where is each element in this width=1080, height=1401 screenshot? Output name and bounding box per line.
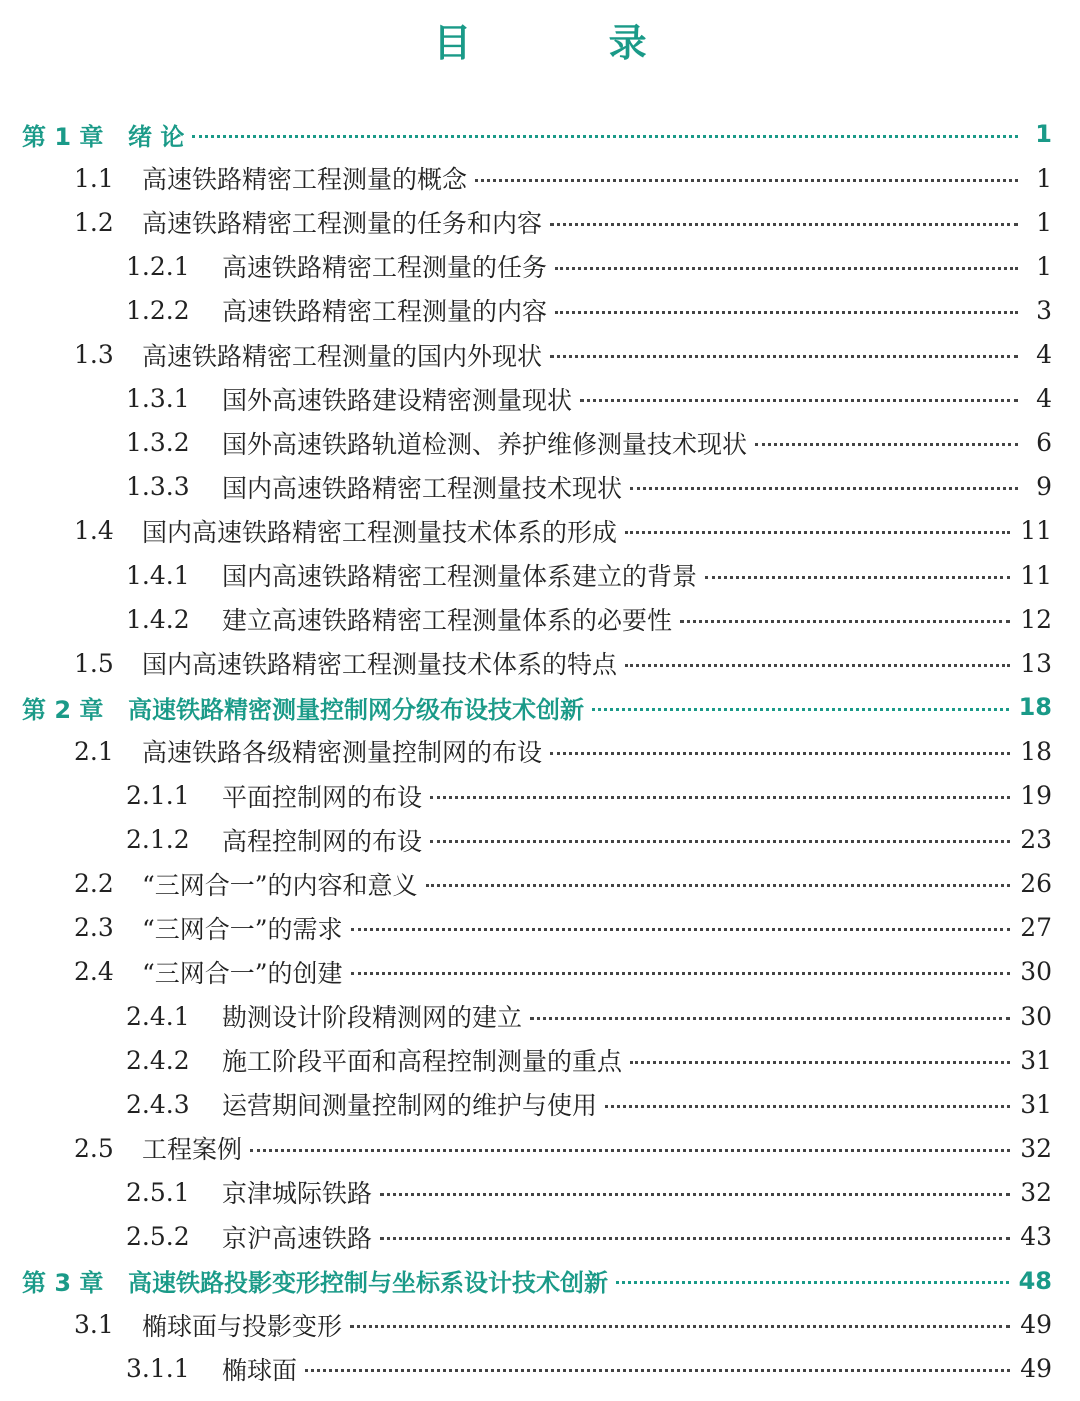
toc-entry-title: 高速铁路精密工程测量的国内外现状 [142,341,543,371]
toc-section[interactable] [74,950,1052,994]
toc-page-number: 11 [1020,560,1052,590]
toc-entry-title: 京津城际铁路 [222,1179,373,1209]
toc-section[interactable] [74,1126,1052,1170]
toc-entry-number: 2.2 [74,869,114,899]
toc-page-number: 26 [1020,869,1052,899]
toc-subsection[interactable] [126,553,1052,597]
toc-entry-number: 2.5.1 [126,1177,190,1207]
toc-entry-number: 1.3.3 [126,472,190,502]
dot-leader [380,1237,1010,1240]
toc-entry-number: 1.4.1 [126,560,190,590]
toc-page-number: 30 [1020,957,1052,987]
toc-entry-title: 工程案例 [142,1135,243,1165]
toc-entry-number: 1.4.2 [126,604,190,634]
toc-entry-title: 国外高速铁路建设精密测量现状 [222,385,573,415]
toc-page-number: 4 [1036,384,1052,414]
dot-leader [426,884,1011,887]
toc-section[interactable] [74,862,1052,906]
toc-page-number: 23 [1020,825,1052,855]
toc-entry-number: 1.2 [74,207,114,237]
toc-section[interactable] [74,906,1052,950]
toc-entry-title: 高程控制网的布设 [222,826,423,856]
toc-section[interactable] [74,333,1052,377]
toc-entry-number: 3.1.1 [126,1354,190,1384]
dot-leader [550,223,1018,226]
toc-section[interactable] [74,200,1052,244]
toc-entry-title: 椭球面 [222,1355,298,1385]
toc-entry-number: 1.3 [74,340,114,369]
toc-page-number: 43 [1020,1222,1052,1251]
dot-leader [430,796,1010,799]
toc-page-number: 30 [1020,1001,1052,1031]
toc-entry-number: 2.1 [74,736,114,766]
toc-entry-title: 国内高速铁路精密工程测量技术体系的特点 [142,650,618,680]
toc-page-number: 4 [1036,340,1052,369]
toc-entry-number: 2.1.1 [126,781,190,810]
toc-subsection[interactable] [126,1215,1052,1259]
dot-leader [555,267,1018,270]
dot-leader [351,972,1011,975]
toc-subsection[interactable] [126,465,1052,509]
toc-entry-title: 高速铁路精密工程测量的概念 [142,165,468,195]
toc-entry-number: 1.1 [74,163,114,193]
toc-section[interactable] [74,641,1052,685]
toc-subsection[interactable] [126,1170,1052,1214]
toc-subsection[interactable] [126,377,1052,421]
dot-leader [605,1105,1010,1108]
toc-entry-title: 运营期间测量控制网的维护与使用 [222,1091,598,1121]
toc-page-number: 31 [1020,1045,1052,1075]
toc-entry-title: 绪 论 [128,122,185,151]
toc-subsection[interactable] [126,818,1052,862]
dot-leader [592,708,1009,711]
dot-leader [351,928,1011,931]
dot-leader [705,576,1010,579]
toc-entry-title: 国内高速铁路精密工程测量体系建立的背景 [222,562,698,591]
toc-entry-title: 勘测设计阶段精测网的建立 [222,1003,523,1032]
toc-entry-title: 施工阶段平面和高程控制测量的重点 [222,1047,623,1077]
toc-entry-title: 京沪高速铁路 [222,1223,373,1253]
dot-leader [580,399,1018,402]
toc-subsection[interactable] [126,421,1052,465]
toc-entry-title: 高速铁路精密工程测量的任务 [222,253,548,283]
toc-entry-number: 1.2.2 [126,295,190,325]
toc-entry-number: 1.2.1 [126,251,190,281]
toc-page-number: 11 [1020,516,1052,546]
toc-entry-number: 2.4.3 [126,1089,190,1119]
toc-entry-number: 1.5 [74,648,114,678]
toc-page-number: 49 [1020,1354,1052,1384]
toc-page-number: 1 [1036,163,1052,193]
toc-entry-title: 国内高速铁路精密工程测量技术体系的形成 [142,517,618,547]
toc-entry-title: 建立高速铁路精密工程测量体系的必要性 [222,606,673,636]
toc-entry-title: 平面控制网的布设 [222,782,423,812]
toc-entry-number: 1.4 [74,516,114,546]
toc-entry-title: “三网合一”的内容和意义 [142,870,418,900]
toc-chapter[interactable] [22,685,1052,729]
dot-leader [625,531,1010,534]
toc-entry-number: 2.5.2 [126,1222,190,1251]
toc-section[interactable] [74,1303,1052,1347]
dot-leader [625,664,1010,667]
toc-entry-title: 高速铁路精密测量控制网分级布设技术创新 [128,695,584,724]
dot-leader [550,752,1010,755]
toc-subsection[interactable] [126,994,1052,1038]
toc-page-number: 1 [1036,207,1052,237]
dot-leader [530,1017,1010,1020]
toc-entry-number: 2.1.2 [126,825,190,855]
dot-leader [380,1193,1010,1196]
toc-entry-number: 2.4.2 [126,1045,190,1075]
toc-entry-title: “三网合一”的需求 [142,914,343,944]
toc-page-number: 13 [1020,648,1052,678]
toc-entry-number: 2.4.1 [126,1001,190,1031]
toc-entry-number: 第 2 章 [22,695,104,724]
toc-page-number: 18 [1018,693,1052,722]
toc-subsection[interactable] [126,244,1052,288]
toc-entry-number: 第 3 章 [22,1269,104,1298]
dot-leader [555,311,1018,314]
toc-page-number: 31 [1020,1089,1052,1119]
toc-page-number: 12 [1020,604,1052,634]
toc-entry-title: 高速铁路精密工程测量的内容 [222,297,548,327]
dot-leader [616,1281,1009,1284]
toc-page-number: 18 [1020,736,1052,766]
toc-entry-title: 国内高速铁路精密工程测量技术现状 [222,473,623,503]
toc-page-number: 6 [1036,428,1052,458]
toc-entry-number: 1.3.1 [126,384,190,414]
toc-chapter[interactable] [22,112,1052,156]
toc-page-number: 27 [1020,913,1052,943]
toc-page-number: 19 [1020,781,1052,810]
toc-entry-number: 第 1 章 [22,122,104,151]
dot-leader [250,1149,1010,1152]
toc-page-number: 32 [1020,1177,1052,1207]
toc-entry-title: “三网合一”的创建 [142,958,343,988]
toc-subsection[interactable] [126,774,1052,818]
toc-section[interactable] [74,156,1052,200]
toc-chapter[interactable] [22,1259,1052,1303]
dot-leader [430,840,1010,843]
dot-leader [680,620,1010,623]
dot-leader [630,487,1018,490]
toc-entry-title: 高速铁路投影变形控制与坐标系设计技术创新 [128,1269,608,1298]
toc-entry-number: 1.3.2 [126,428,190,458]
toc-entry-number: 3.1 [74,1310,114,1340]
toc-entry-title: 高速铁路精密工程测量的任务和内容 [142,209,543,239]
toc-page-number: 1 [1035,120,1052,148]
dot-leader [305,1369,1010,1372]
dot-leader [350,1325,1010,1328]
toc-page-number: 1 [1036,251,1052,281]
toc-entry-number: 2.4 [74,957,114,987]
toc-entry-number: 2.5 [74,1133,114,1163]
toc-subsection[interactable] [126,597,1052,641]
dot-leader [475,179,1018,182]
page-title: 目 录 [433,21,709,65]
toc-page-number: 9 [1036,472,1052,502]
toc-entry-title: 椭球面与投影变形 [142,1311,343,1341]
toc-subsection[interactable] [126,1038,1052,1082]
toc-page-number: 49 [1020,1310,1052,1340]
dot-leader [755,443,1018,446]
toc-page-number: 48 [1018,1266,1052,1295]
toc-entry-title: 高速铁路各级精密测量控制网的布设 [142,738,543,768]
toc-page-number: 3 [1036,295,1052,325]
toc-entry-title: 国外高速铁路轨道检测、养护维修测量技术现状 [222,429,748,459]
toc-section[interactable] [74,509,1052,553]
toc-entry-number: 2.3 [74,913,114,943]
toc-subsection[interactable] [126,1347,1052,1391]
toc-subsection[interactable] [126,1082,1052,1126]
dot-leader [630,1061,1010,1064]
toc-section[interactable] [74,729,1052,773]
toc-page-number: 32 [1020,1133,1052,1163]
dot-leader [192,135,1018,138]
dot-leader [550,355,1018,358]
toc-subsection[interactable] [126,288,1052,332]
